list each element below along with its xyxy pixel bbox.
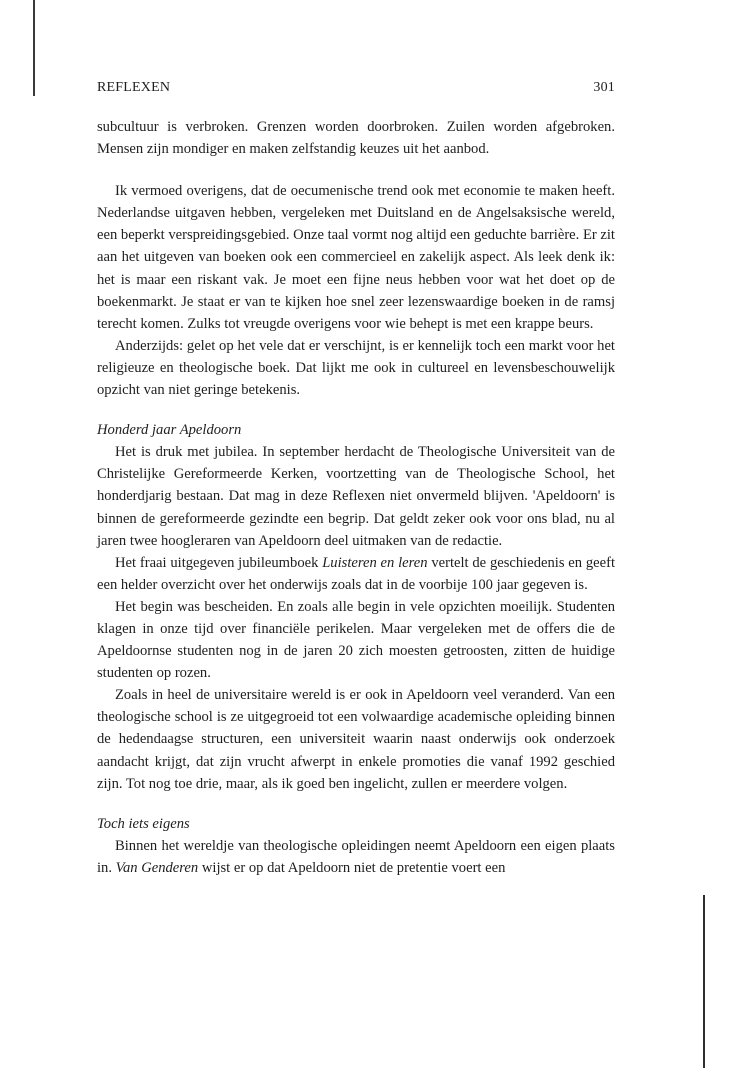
paragraph-8-text-a: Binnen het wereldje van theologische opleidingen neemt Apeldoorn een eigen plaats in. — [97, 837, 615, 876]
paragraph-4: Het is druk met jubilea. In september herdacht de Theologische Universiteit van de Christelijke Gereformeerde Kerken, voortzetting van de Theologische School, het honderdjarig bestaan. Dat mag in deze Reflexen niet onvermeld blijven. 'Apeldoorn' is binnen de gereformeerde gezindte een begrip. Dat geldt zeker ook voor ons blad, nu al jaren twee hoogleraren van Apeldoorn deel uitmaken van de redactie. — [97, 444, 615, 549]
paragraph-2: Ik vermoed overigens, dat de oecumenische trend ook met economie te maken heeft. Nederlandse uitgaven hebben, vergeleken met Duitsland en de Angelsaksische wereld, een beperkt verspreidingsgebied. Onze taal vormt nog altijd een geduchte barrière. Er zit aan het uitgeven van boeken ook een commercieel en zakelijk aspect. Als leek denk ik: het is maar een riskant vak. Je moet een fijne neus hebben voor wat het doet op de boekenmarkt. Je staat er van te kijken hoe snel zeer lezenswaardige boeken in de ramsj terecht komen. Zulks tot vreugde overigens voor wie behept is met een krappe beurs. — [97, 183, 615, 332]
section-heading-toch-iets-eigens: Toch iets eigens — [97, 815, 190, 832]
section-heading-honderd-jaar: Honderd jaar Apeldoorn — [97, 422, 242, 439]
paragraph-6: Het begin was bescheiden. En zoals alle begin in vele opzichten moeilijk. Studenten klagen in onze tijd over financiële perikelen. Maar vergeleken met de offers die de Apeldoornse studenten nog in de jaren 20 zich moesten getroosten, zitten de huidige studenten op rozen. — [97, 598, 615, 682]
paragraph-7: Zoals in heel de universitaire wereld is er ook in Apeldoorn veel veranderd. Van een theologische school is ze uitgegroeid tot een volwaardige academische opleiding binnen de hedendaagse structuren, een universiteit waarin naast onderwijs ook onderzoek aandacht krijgt, dat zijn vrucht afwerpt in enkele promoties die vanaf 1992 geschied zijn. Tot nog toe drie, maar, als ik goed ben ingelicht, zullen er meerdere volgen. — [97, 687, 615, 792]
paragraph-5 — [97, 552, 615, 596]
paragraph-8 — [97, 835, 615, 879]
running-title: REFLEXEN — [97, 80, 171, 95]
paragraph-3: Anderzijds: gelet op het vele dat er verschijnt, is er kennelijk toch een markt voor het religieuze en theologische boek. Dat lijkt me ook in cultureel en levensbeschouwelijk opzicht van niet geringe betekenis. — [97, 337, 615, 399]
paragraph-1: subcultuur is verbroken. Grenzen worden doorbroken. Zuilen worden afgebroken. Mensen zijn mondiger en maken zelfstandig keuzes uit het aanbod. — [97, 119, 615, 158]
paragraph-5-text-a: Het fraai uitgegeven jubileumboek — [115, 554, 323, 571]
scan-edge-left — [33, 0, 35, 96]
paragraph-8-text-b: wijst er op dat Apeldoorn niet de pretentie voert een — [198, 859, 506, 876]
book-title: Luisteren en leren — [322, 554, 428, 571]
body-text — [97, 116, 615, 879]
page-number: 301 — [593, 80, 615, 95]
scan-edge-right — [703, 895, 705, 1068]
running-header — [97, 80, 615, 100]
paragraph-5-text-b: vertelt de geschiedenis en geeft een helder overzicht over het onderwijs zoals dat in de voorbije 100 jaar gegeven is. — [97, 554, 615, 593]
author-name: Van Genderen — [115, 859, 199, 876]
